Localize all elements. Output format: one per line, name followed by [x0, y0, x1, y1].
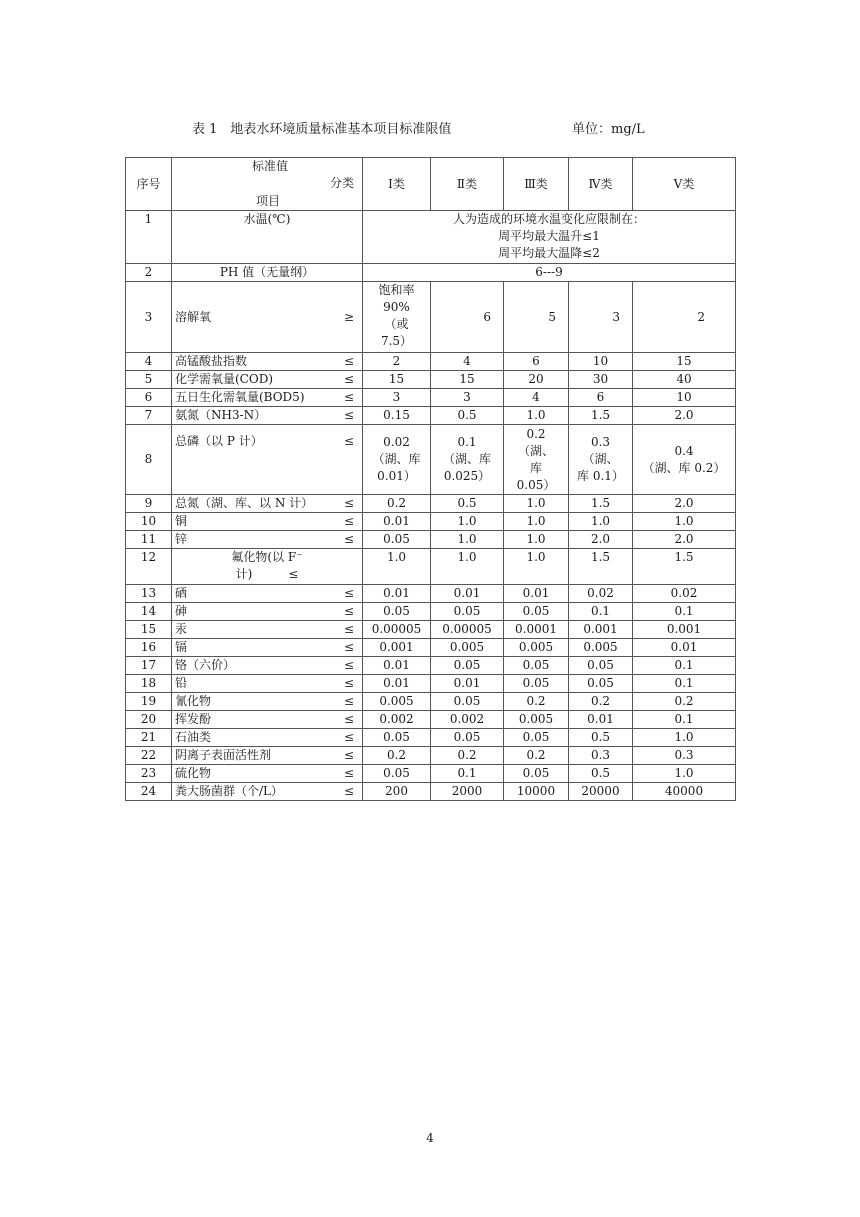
- row-seq: 11: [126, 531, 172, 549]
- row-item: [172, 675, 363, 693]
- row-item: [172, 407, 363, 425]
- table-row: [126, 495, 736, 513]
- row-item: [172, 513, 363, 531]
- row-value-class-2: 0.1: [431, 765, 504, 783]
- comparison-symbol: ≤: [343, 640, 354, 654]
- value-line: 0.01）: [377, 469, 416, 483]
- header-class-4: Ⅳ类: [569, 158, 633, 211]
- header-seq: 序号: [126, 158, 172, 211]
- row-value-class-3: 0.005: [504, 711, 569, 729]
- row-seq: 14: [126, 603, 172, 621]
- row-value-class-4: 3: [569, 282, 633, 353]
- row-seq: 9: [126, 495, 172, 513]
- value-line: （或: [384, 317, 409, 331]
- comparison-symbol: ≤: [343, 496, 354, 510]
- row-value-class-4: 0.005: [569, 639, 633, 657]
- row-value-class-1: 15: [363, 371, 431, 389]
- row-value-class-3: 1.0: [504, 407, 569, 425]
- comparison-symbol: ≤: [343, 586, 354, 600]
- value-line: 0.025）: [443, 469, 491, 483]
- row-value-class-1: 0.05: [363, 531, 431, 549]
- row-seq: 8: [126, 425, 172, 495]
- row-value-class-5: 0.01: [633, 639, 736, 657]
- row-value-class-1: 0.01: [363, 657, 431, 675]
- row-value-class-2: 1.0: [431, 513, 504, 531]
- row-value-class-1: 0.05: [363, 603, 431, 621]
- row-value-class-2: 0.005: [431, 639, 504, 657]
- row-value-class-4: 10: [569, 353, 633, 371]
- row-value-class-1: 0.05: [363, 729, 431, 747]
- row-seq: 20: [126, 711, 172, 729]
- row-value-class-5: 0.001: [633, 621, 736, 639]
- row-value-class-2: 0.01: [431, 585, 504, 603]
- table-title: 表 1 地表水环境质量标准基本项目标准限值: [192, 122, 452, 137]
- table-row: [126, 513, 736, 531]
- row-item-label: 硫化物: [175, 766, 212, 780]
- row-value-class-3: 5: [504, 282, 569, 353]
- row-value-class-4: 1.5: [569, 549, 633, 585]
- row-seq: 22: [126, 747, 172, 765]
- row-item-label: 阴离子表面活性剂: [175, 748, 272, 762]
- table-row: [126, 783, 736, 801]
- row-value-class-3: 0.2: [504, 693, 569, 711]
- row-seq: 15: [126, 621, 172, 639]
- row-value-class-2: 0.05: [431, 603, 504, 621]
- row-item: [172, 711, 363, 729]
- row-seq: 3: [126, 282, 172, 353]
- row-item-label: 氨氮（NH3-N）: [175, 408, 267, 422]
- row-item-label: 化学需氧量(COD): [175, 372, 274, 386]
- table-row: [126, 407, 736, 425]
- row-value-class-1: 1.0: [363, 549, 431, 585]
- row-value-class-3: 0.0001: [504, 621, 569, 639]
- row-value-class-3: 1.0: [504, 531, 569, 549]
- table-row: [126, 549, 736, 585]
- row-value-class-2: 6: [431, 282, 504, 353]
- comparison-symbol: ≤: [343, 712, 354, 726]
- value-line: （湖、库 0.2）: [642, 460, 726, 475]
- row-value-class-1: 0.15: [363, 407, 431, 425]
- row-value-class-1: 0.2: [363, 747, 431, 765]
- row-value-class-5: 0.3: [633, 747, 736, 765]
- row-value-class-5: 0.1: [633, 711, 736, 729]
- row-value-class-5: 1.5: [633, 549, 736, 585]
- value-line: 库: [529, 460, 542, 475]
- row-seq: 10: [126, 513, 172, 531]
- row-value-class-2: 1.0: [431, 549, 504, 585]
- row-value-class-1: 0.05: [363, 765, 431, 783]
- row-seq: 21: [126, 729, 172, 747]
- row-item: [172, 353, 363, 371]
- row-value-class-3: 0.2: [504, 747, 569, 765]
- row-seq: 16: [126, 639, 172, 657]
- row-seq: 18: [126, 675, 172, 693]
- value-line: 0.3: [590, 435, 611, 449]
- table-row: [126, 675, 736, 693]
- header-class-5: Ⅴ类: [633, 158, 736, 211]
- value-line: 0.02: [383, 435, 410, 449]
- row-value-class-5: 0.2: [633, 693, 736, 711]
- table-row: [126, 711, 736, 729]
- row-item: [172, 639, 363, 657]
- row-seq: 5: [126, 371, 172, 389]
- row-value-class-1: 0.01: [363, 675, 431, 693]
- value-line: 7.5）: [380, 334, 413, 348]
- row-item-line: 氟化物(以 F⁻: [231, 550, 303, 564]
- row-item-label: 铜: [175, 514, 188, 528]
- row-item: [172, 389, 363, 407]
- row-item: [172, 729, 363, 747]
- row-value-class-1: 0.01: [363, 585, 431, 603]
- row-value-class-5: 1.0: [633, 765, 736, 783]
- header-class-2: Ⅱ类: [431, 158, 504, 211]
- row-value-class-5: 40000: [633, 783, 736, 801]
- table-row: [126, 639, 736, 657]
- row-value-class-4: 0.5: [569, 765, 633, 783]
- row-value-class-5: 15: [633, 353, 736, 371]
- value-line: 饱和率: [378, 283, 415, 297]
- row-item-line: 计) ≤: [235, 567, 299, 581]
- row-item-label: 高锰酸盐指数: [175, 354, 248, 368]
- value-line: 0.1: [457, 435, 477, 449]
- water-quality-standards-table: [125, 157, 736, 801]
- row-value-class-2: 1.0: [431, 531, 504, 549]
- row-value-class-4: 6: [569, 389, 633, 407]
- table-row: [126, 264, 736, 282]
- value-line: （湖、: [517, 443, 554, 458]
- row-value-class-5: 1.0: [633, 513, 736, 531]
- value-line: 0.4: [674, 443, 694, 458]
- header-item-class: 分类: [329, 176, 354, 190]
- row-item: [172, 783, 363, 801]
- comparison-symbol: ≤: [343, 514, 354, 528]
- row-item: [172, 765, 363, 783]
- row-item-label: 石油类: [175, 730, 212, 744]
- row-item-label: 锌: [175, 532, 188, 546]
- row-value-class-5: 2.0: [633, 407, 736, 425]
- row-value-class-4: 1.5: [569, 407, 633, 425]
- value-line: （湖、库: [442, 452, 491, 466]
- row-value-class-1: 3: [363, 389, 431, 407]
- row-value-class-1: 0.2: [363, 495, 431, 513]
- row-value-class-2: 0.00005: [431, 621, 504, 639]
- row-value-class-4: 0.1: [569, 603, 633, 621]
- row-item: [172, 531, 363, 549]
- row-value-class-1: [363, 425, 431, 495]
- row-item: [172, 585, 363, 603]
- row-value-class-4: 0.01: [569, 711, 633, 729]
- header-item-standard: 标准值: [252, 159, 289, 173]
- comparison-symbol: ≤: [343, 784, 354, 798]
- row-value-class-1: 200: [363, 783, 431, 801]
- row-item-label: 硒: [175, 586, 188, 600]
- row-item-label: 粪大肠菌群（个/L）: [175, 784, 284, 798]
- row-value-class-2: 0.002: [431, 711, 504, 729]
- table-row: [126, 729, 736, 747]
- table-row: [126, 371, 736, 389]
- row-value-class-3: 10000: [504, 783, 569, 801]
- row-value-class-3: 6: [504, 353, 569, 371]
- row-value-class-3: 1.0: [504, 513, 569, 531]
- header-class-1: Ⅰ类: [363, 158, 431, 211]
- comparison-symbol: ≤: [343, 622, 354, 636]
- table-row: [126, 282, 736, 353]
- row-value-class-1: 0.01: [363, 513, 431, 531]
- row-value-class-1: 0.002: [363, 711, 431, 729]
- row-value-class-2: 0.05: [431, 729, 504, 747]
- row-value-class-5: 0.02: [633, 585, 736, 603]
- water-temp-note: 人为造成的环境水温变化应限制在：: [452, 212, 645, 226]
- row-value-class-5: 0.1: [633, 603, 736, 621]
- row-value-class-4: 0.5: [569, 729, 633, 747]
- table-row: [126, 747, 736, 765]
- row-seq: 1: [126, 211, 172, 264]
- comparison-symbol: ≥: [343, 310, 354, 324]
- row-item-label: 五日生化需氧量(BOD5): [175, 390, 305, 404]
- row-value-class-5: 2: [633, 282, 736, 353]
- row-value-class-2: 0.5: [431, 495, 504, 513]
- table-row: [126, 211, 736, 264]
- row-item-label: 铬（六价）: [175, 658, 236, 672]
- comparison-symbol: ≤: [343, 676, 354, 690]
- rows-group-b: [126, 495, 736, 549]
- row-seq: 2: [126, 264, 172, 282]
- row-seq: 23: [126, 765, 172, 783]
- row-value-class-4: 20000: [569, 783, 633, 801]
- row-value-class-2: 0.2: [431, 747, 504, 765]
- row-value-class-4: 0.05: [569, 675, 633, 693]
- row-seq: 13: [126, 585, 172, 603]
- row-value-class-5: 0.1: [633, 675, 736, 693]
- row-value-class-3: [504, 425, 569, 495]
- comparison-symbol: ≤: [343, 730, 354, 744]
- header-class-3: Ⅲ类: [504, 158, 569, 211]
- comparison-symbol: ≤: [343, 532, 354, 546]
- row-item-label: 总氮（湖、库、以 N 计）: [175, 496, 314, 510]
- comparison-symbol: ≤: [343, 354, 354, 368]
- comparison-symbol: ≤: [343, 694, 354, 708]
- row-item-label: 氰化物: [175, 694, 212, 708]
- value-line: 0.05）: [516, 477, 556, 492]
- table-row: [126, 425, 736, 495]
- table-row: [126, 353, 736, 371]
- comparison-symbol: ≤: [343, 434, 354, 448]
- table-row: [126, 693, 736, 711]
- row-item: [172, 693, 363, 711]
- comparison-symbol: ≤: [343, 766, 354, 780]
- row-item: [172, 495, 363, 513]
- row-item-label: 总磷（以 P 计）: [175, 434, 263, 448]
- row-item-label: 汞: [175, 622, 188, 636]
- row-value-class-1: 2: [363, 353, 431, 371]
- table-row: [126, 603, 736, 621]
- row-value-class-4: 1.5: [569, 495, 633, 513]
- row-value-class-2: [431, 425, 504, 495]
- water-temp-rise: 周平均最大温升≤1: [498, 229, 600, 243]
- value-line: （湖、库: [372, 452, 421, 466]
- row-value-class-4: [569, 425, 633, 495]
- row-item-label: 挥发酚: [175, 712, 212, 726]
- value-line: 0.2: [526, 426, 546, 441]
- row-value-class-1: [363, 282, 431, 353]
- row-value-class-2: 15: [431, 371, 504, 389]
- row-item: PH 值（无量纲）: [172, 264, 363, 282]
- row-item: [172, 603, 363, 621]
- row-value-class-4: 2.0: [569, 531, 633, 549]
- comparison-symbol: ≤: [343, 372, 354, 386]
- rows-group-c: [126, 585, 736, 801]
- row-value-class-4: 0.2: [569, 693, 633, 711]
- row-item: [172, 621, 363, 639]
- row-seq: 24: [126, 783, 172, 801]
- row-seq: 4: [126, 353, 172, 371]
- row-value-class-2: 4: [431, 353, 504, 371]
- row-value-class-4: 1.0: [569, 513, 633, 531]
- row-item: [172, 747, 363, 765]
- row-item-label: 铅: [175, 676, 188, 690]
- row-value-merged: [363, 211, 736, 264]
- value-line: 90%: [383, 300, 410, 314]
- table-row: [126, 621, 736, 639]
- row-value-class-5: [633, 425, 736, 495]
- table-row: [126, 585, 736, 603]
- header-item: [172, 158, 363, 211]
- row-item-label: 溶解氧: [175, 309, 212, 324]
- comparison-symbol: ≤: [343, 390, 354, 404]
- row-seq: 12: [126, 549, 172, 585]
- row-value-class-2: 2000: [431, 783, 504, 801]
- row-value-class-3: 4: [504, 389, 569, 407]
- row-value-class-5: 2.0: [633, 495, 736, 513]
- row-seq: 17: [126, 657, 172, 675]
- row-value-class-3: 20: [504, 371, 569, 389]
- table-row: [126, 389, 736, 407]
- row-value-class-3: 0.05: [504, 729, 569, 747]
- value-line: （湖、: [582, 452, 619, 466]
- row-value-class-3: 0.05: [504, 765, 569, 783]
- row-value-class-1: 0.005: [363, 693, 431, 711]
- header-row: [126, 158, 736, 211]
- page-number: 4: [426, 1131, 434, 1145]
- row-value-class-3: 0.005: [504, 639, 569, 657]
- row-value-class-2: 0.05: [431, 693, 504, 711]
- comparison-symbol: ≤: [343, 658, 354, 672]
- row-value-class-4: 30: [569, 371, 633, 389]
- rows-group-a: [126, 353, 736, 425]
- row-value-class-4: 0.3: [569, 747, 633, 765]
- water-temp-fall: 周平均最大温降≤2: [498, 246, 600, 260]
- row-value-class-2: 0.01: [431, 675, 504, 693]
- header-item-item: 项目: [256, 194, 281, 208]
- row-value-class-2: 0.5: [431, 407, 504, 425]
- row-seq: 7: [126, 407, 172, 425]
- row-item: [172, 282, 363, 353]
- row-value-class-2: 0.05: [431, 657, 504, 675]
- row-seq: 19: [126, 693, 172, 711]
- row-value-class-5: 40: [633, 371, 736, 389]
- row-value-class-3: 1.0: [504, 549, 569, 585]
- row-value-class-5: 10: [633, 389, 736, 407]
- row-item-label: 砷: [175, 604, 188, 618]
- comparison-symbol: ≤: [343, 408, 354, 422]
- row-seq: 6: [126, 389, 172, 407]
- row-item: [172, 371, 363, 389]
- row-value-class-3: 0.05: [504, 603, 569, 621]
- row-value-merged: 6---9: [363, 264, 736, 282]
- comparison-symbol: ≤: [343, 604, 354, 618]
- table-row: [126, 531, 736, 549]
- table-unit: 单位：mg/L: [572, 122, 645, 137]
- row-value-class-4: 0.001: [569, 621, 633, 639]
- row-value-class-5: 0.1: [633, 657, 736, 675]
- row-item-label: 镉: [175, 640, 188, 654]
- row-item: 水温(℃): [172, 211, 363, 264]
- row-value-class-1: 0.00005: [363, 621, 431, 639]
- row-value-class-4: 0.05: [569, 657, 633, 675]
- row-value-class-3: 0.01: [504, 585, 569, 603]
- row-item: [172, 657, 363, 675]
- row-value-class-5: 1.0: [633, 729, 736, 747]
- row-item: [172, 549, 363, 585]
- value-line: 库 0.1）: [577, 469, 624, 483]
- row-value-class-3: 1.0: [504, 495, 569, 513]
- row-value-class-2: 3: [431, 389, 504, 407]
- row-value-class-4: 0.02: [569, 585, 633, 603]
- row-value-class-1: 0.001: [363, 639, 431, 657]
- row-item: [172, 425, 363, 495]
- row-value-class-3: 0.05: [504, 675, 569, 693]
- table-row: [126, 765, 736, 783]
- row-value-class-5: 2.0: [633, 531, 736, 549]
- table-row: [126, 657, 736, 675]
- row-value-class-3: 0.05: [504, 657, 569, 675]
- comparison-symbol: ≤: [343, 748, 354, 762]
